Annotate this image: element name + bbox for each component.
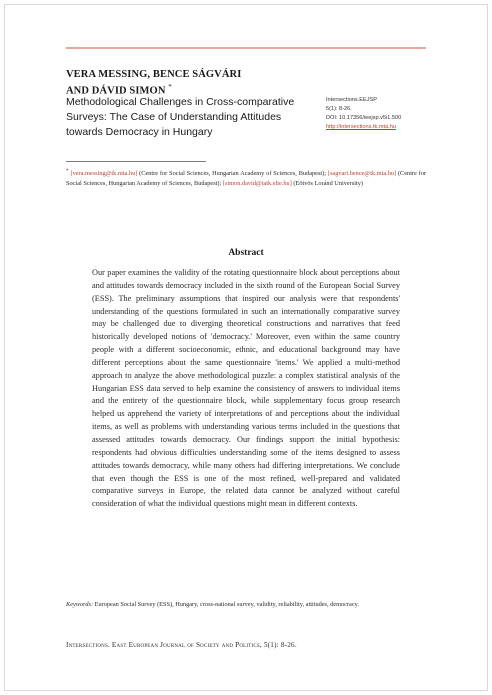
authors-line-1: VERA MESSING, BENCE SÁGVÁRI: [66, 69, 242, 80]
author-footnote-mark: *: [168, 83, 172, 91]
author-names: [66, 68, 316, 98]
footnote-rule: [66, 161, 206, 162]
paper-title: Methodological Challenges in Cross-comparative Surveys: The Case of Understanding Attitudes towards Democracy in Hungary: [66, 96, 295, 138]
keywords: [66, 600, 426, 609]
footnote-mark: *: [66, 168, 69, 174]
affiliation-simon: (Eötvös Loránd University): [293, 179, 363, 187]
header-rule: [66, 47, 426, 49]
abstract-heading: Abstract: [228, 248, 264, 258]
journal-name: Intersections.EEJSP: [326, 97, 377, 103]
affiliation-sagvari: (Centre for Social Sciences, Hungarian Academy of Sciences, Budapest);: [66, 170, 427, 187]
journal-footer: Intersections. East European Journal of Society and Politics, 5(1): 8-26.: [66, 641, 297, 649]
keywords-label: Keywords:: [66, 601, 94, 608]
journal-url-link[interactable]: http://intersections.tk.mta.hu: [326, 124, 396, 130]
email-link-sagvari[interactable]: [sagvari.bence@tk.mta.hu]: [327, 170, 397, 178]
journal-volume: 5(1): 8-26.: [326, 106, 352, 112]
email-link-messing[interactable]: [vera.messing@tk.mta.hu]: [70, 170, 138, 178]
doi-text: DOI: 10.17356/ieejsp.v5i1.500: [326, 115, 402, 121]
abstract-body: Our paper examines the validity of the rotating questionnaire block about perceptions about and attitudes towards democracy included in the sixth round of the European Social Survey (ESS). The preliminary assumptions that inspired our analysis were that respondents' understanding of the questions formulated in such an internationally comparative survey may be challenged due to diverging theoretical constructions and narratives that feed historically developed notions of 'democracy.' Moreover, even within the same country people with a different socioeconomic, ethnic, and educational background may have different perceptions about the same questionnaire 'items.' We applied a multi-method approach to analyze the above methodological puzzle: a complex statistical analysis of the Hungarian ESS data served to help examine the consistency of answers to individual items and the entirety of the questionnaire block, while supplementary focus group research helped us apprehend the variety of interpretations of and perceptions about the individual items, as well as problems with understanding various terms included in the questions that assessed attitudes towards democracy. Our findings support the initial hypothesis: respondents had obvious difficulties understanding some of the items designed to assess attitudes towards democracy, while many others had differing interpretations. We conclude that even though the ESS is one of the most refined, well-prepared and validated comparative surveys in Europe, the related data cannot be analyzed without careful consideration of what the individual questions might mean in different contexts.: [92, 268, 400, 509]
email-link-simon[interactable]: [simon.david@tatk.elte.hu]: [222, 179, 292, 187]
authors-line-2: AND DÁVID SIMON: [66, 85, 166, 97]
keywords-text: European Social Survey (ESS), Hungary, cross-national survey, validity, reliability, attitudes, democracy.: [94, 601, 359, 608]
author-footnote: [66, 167, 426, 188]
affiliation-messing: (Centre for Social Sciences, Hungarian Academy of Sciences, Budapest);: [139, 170, 327, 178]
journal-meta: [326, 96, 446, 132]
